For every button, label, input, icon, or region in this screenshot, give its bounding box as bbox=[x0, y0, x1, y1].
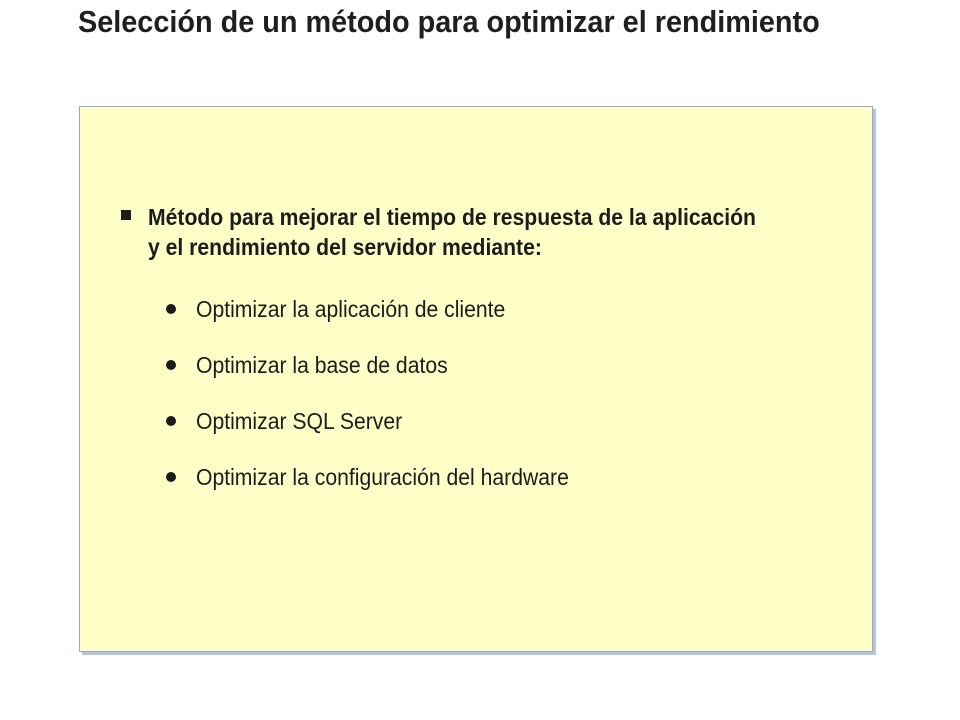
round-bullet-icon bbox=[166, 360, 176, 370]
sub-bullet-text: Optimizar la base de datos bbox=[196, 352, 448, 378]
round-bullet-icon bbox=[166, 416, 176, 426]
sub-bullet-list bbox=[166, 295, 601, 519]
round-bullet-icon bbox=[166, 472, 176, 482]
sub-bullet-item bbox=[166, 351, 601, 407]
slide-title: Selección de un método para optimizar el rendimiento bbox=[78, 4, 820, 39]
square-bullet-icon bbox=[121, 210, 131, 220]
sub-bullet-text: Optimizar la aplicación de cliente bbox=[196, 296, 506, 322]
sub-bullet-item bbox=[166, 295, 601, 351]
sub-bullet-item bbox=[166, 407, 601, 463]
round-bullet-icon bbox=[166, 304, 176, 314]
main-bullet-text: Método para mejorar el tiempo de respuesta de la aplicación y el rendimiento del servidor mediante: bbox=[148, 204, 756, 260]
main-bullet-item bbox=[121, 202, 821, 262]
content-box bbox=[79, 106, 873, 652]
sub-bullet-text: Optimizar la configuración del hardware bbox=[196, 464, 569, 490]
sub-bullet-text: Optimizar SQL Server bbox=[196, 408, 403, 434]
sub-bullet-item bbox=[166, 463, 601, 519]
